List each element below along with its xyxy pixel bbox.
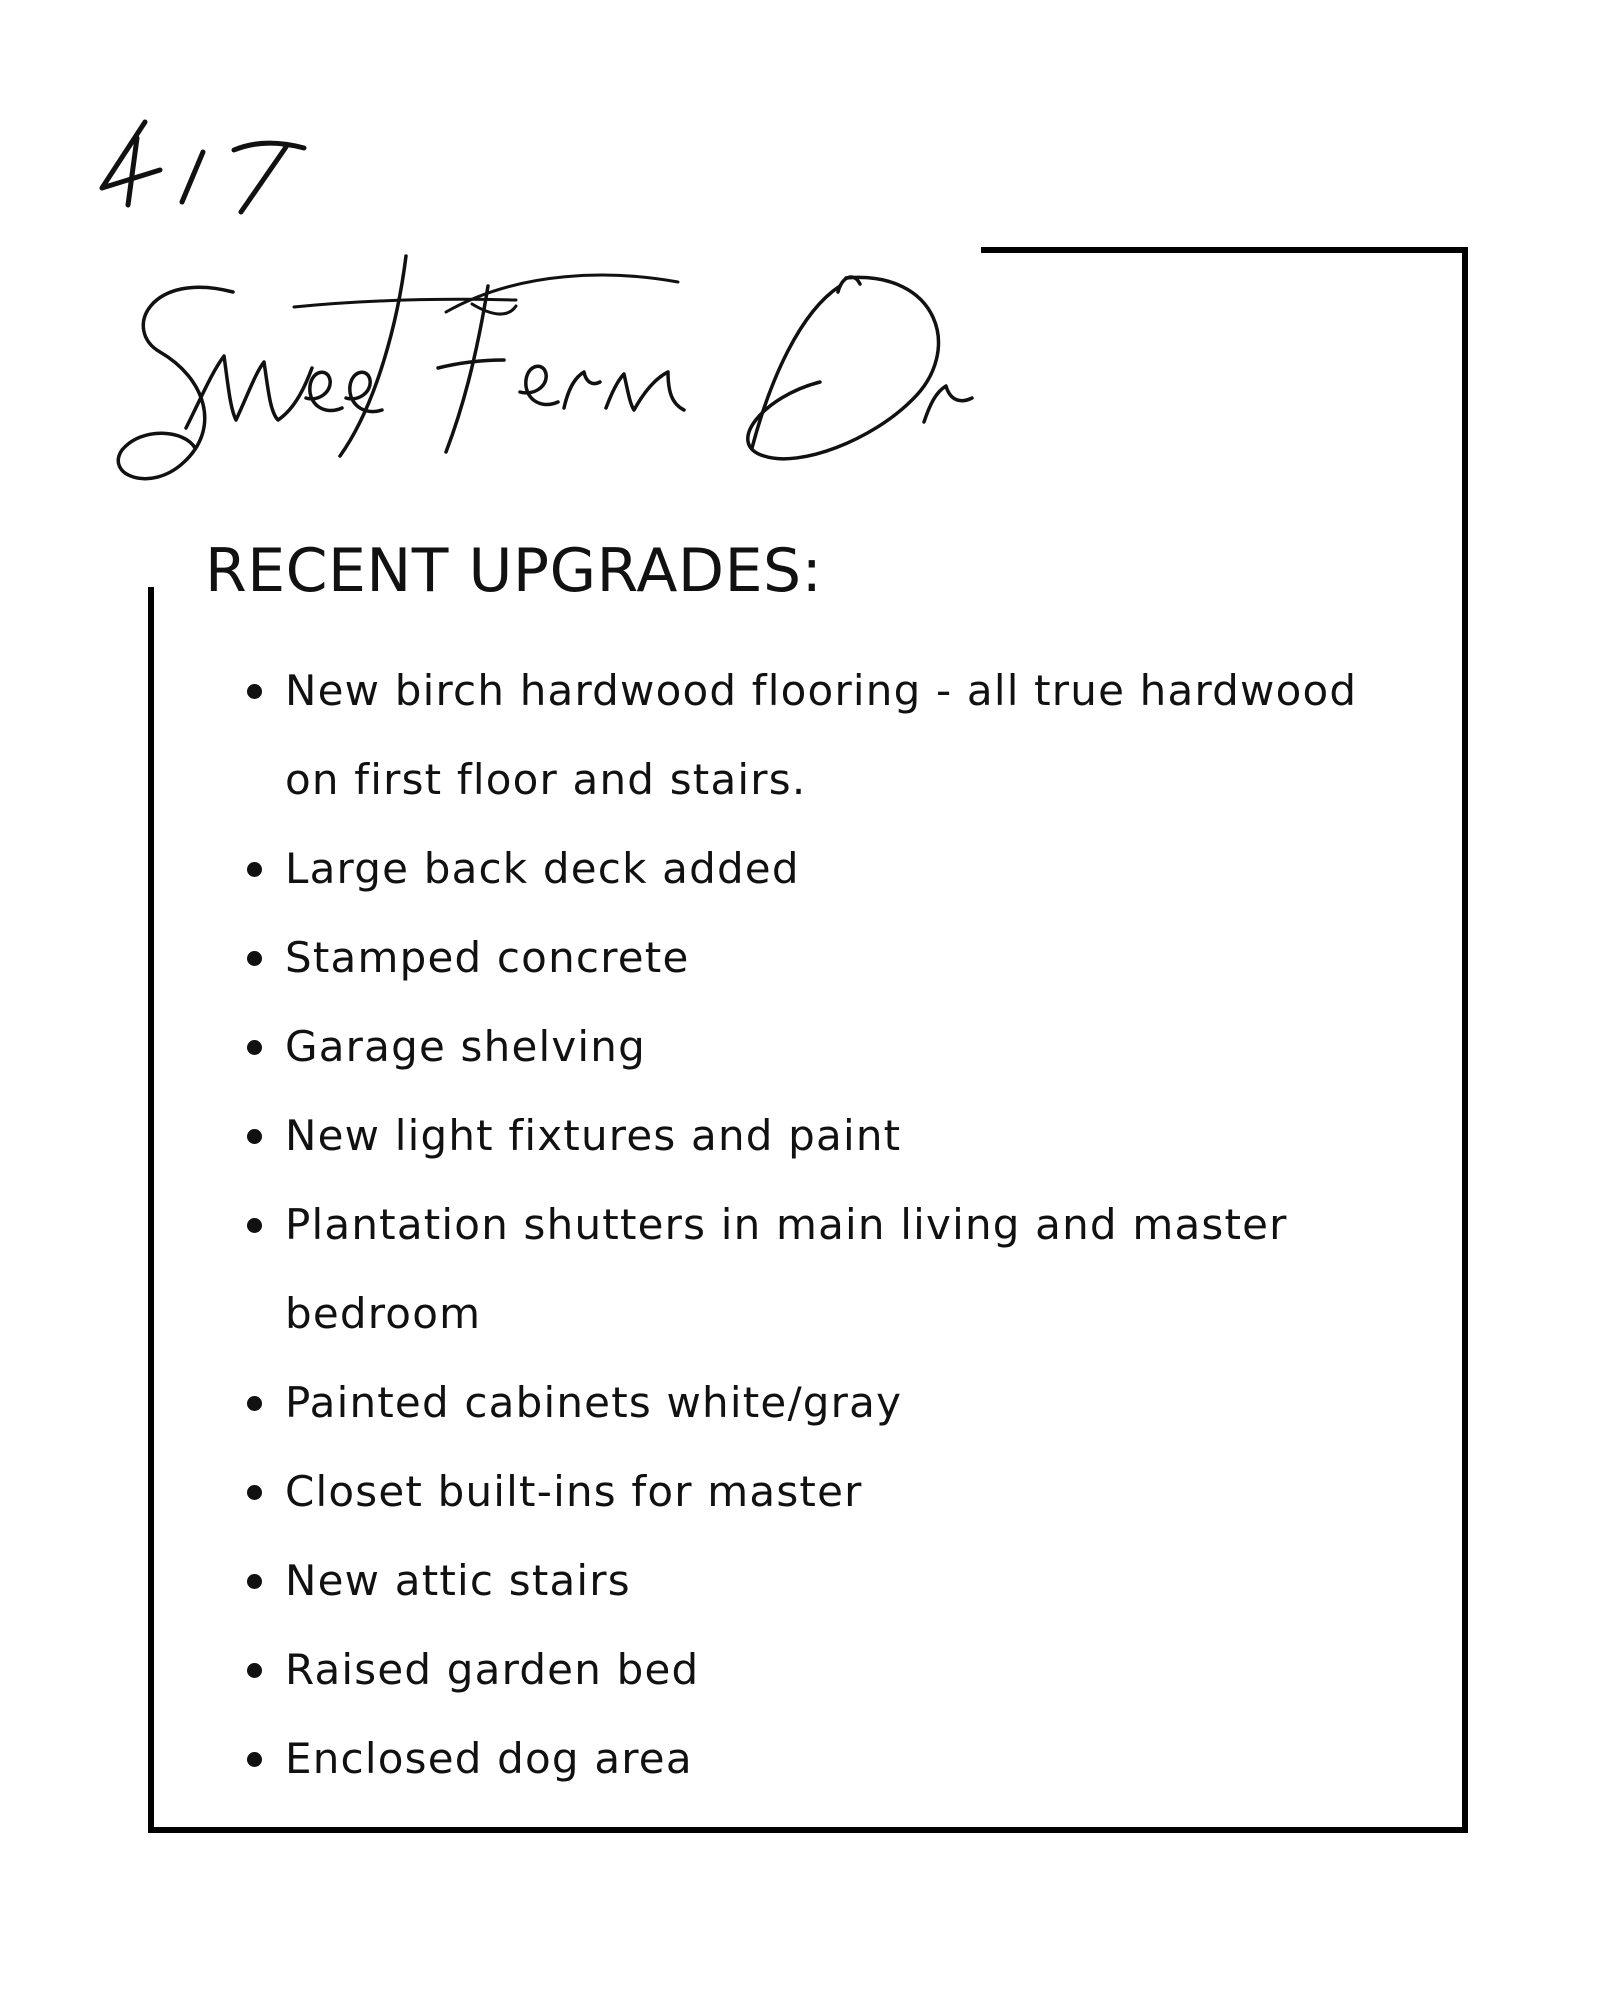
frame-bottom-border <box>148 1827 1468 1833</box>
script-address-title <box>0 0 1600 520</box>
house-number-script <box>102 122 304 212</box>
list-item: Enclosed dog area <box>245 1714 1425 1803</box>
list-item: Garage shelving <box>245 1002 1425 1091</box>
list-item: New light fixtures and paint <box>245 1091 1425 1180</box>
street-name-script <box>118 256 972 479</box>
list-item: New attic stairs <box>245 1536 1425 1625</box>
upgrades-list <box>245 646 1425 1803</box>
section-heading: RECENT UPGRADES: <box>205 536 823 606</box>
list-item: Painted cabinets white/gray <box>245 1358 1425 1447</box>
list-item: Closet built-ins for master <box>245 1447 1425 1536</box>
list-item: Stamped concrete <box>245 913 1425 1002</box>
list-item: Plantation shutters in main living and master bedroom <box>245 1180 1425 1358</box>
frame-left-border <box>148 587 154 1833</box>
list-item: New birch hardwood flooring - all true hardwood on first floor and stairs. <box>245 646 1425 824</box>
list-item: Raised garden bed <box>245 1625 1425 1714</box>
list-item: Large back deck added <box>245 824 1425 913</box>
